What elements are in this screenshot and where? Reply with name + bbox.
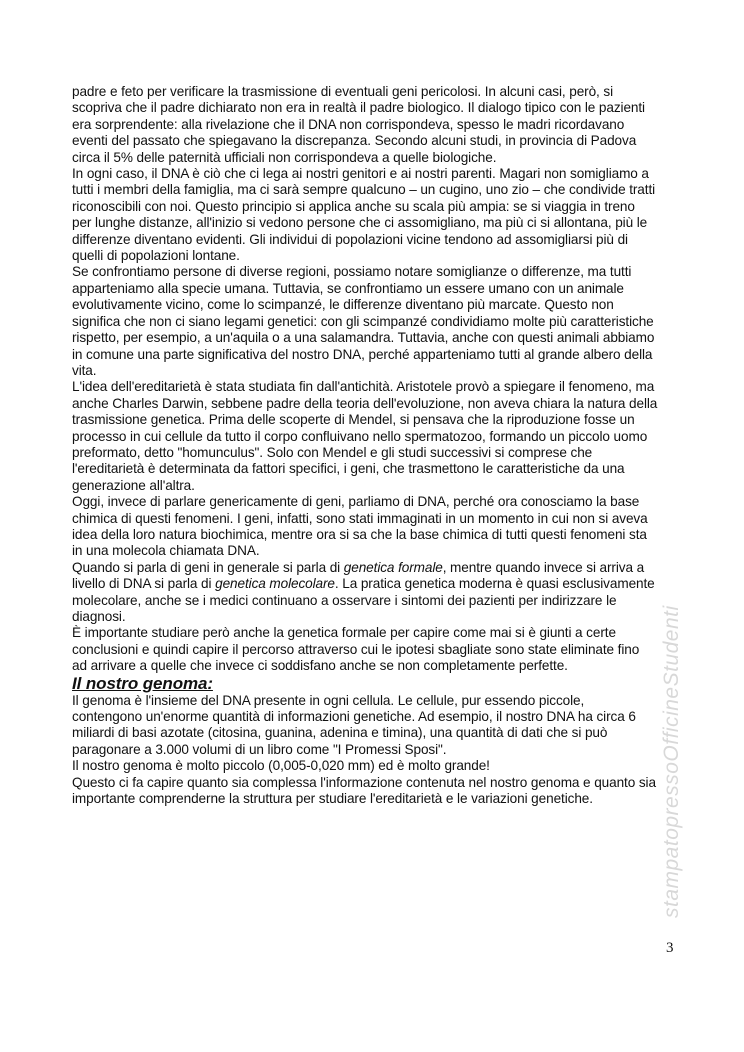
text-line: processo in cui cellule da tutto il corpo confluivano nello spermatozoo, formando un piccolo uomo <box>72 428 648 444</box>
text-line: riconoscibili con noi. Questo principio si applica anche su scala più ampia: se si viaggia in treno <box>72 198 635 214</box>
paragraph <box>72 560 692 626</box>
section-heading: Il nostro genoma: <box>72 673 213 693</box>
text-segment: livello di DNA si parla di <box>72 576 216 592</box>
paragraph <box>72 494 692 560</box>
text-segment: . La pratica genetica moderna è quasi esclusivamente <box>334 576 655 592</box>
document-body <box>72 84 692 807</box>
italic-term: genetica formale <box>343 559 443 575</box>
text-line: evolutivamente vicino, come lo scimpanzé, le differenze diventano più marcate. Questo non <box>72 297 614 313</box>
text-line: circa il 5% delle paternità ufficiali non corrispondeva a quelle biologiche. <box>72 149 497 165</box>
text-line: tutti i membri della famiglia, ma ci sarà sempre qualcuno – un cugino, uno zio – che condivide tratti <box>72 182 656 198</box>
text-line: preformato, detto "homunculus". Solo con Mendel e gli studi successivi si comprese che <box>72 444 593 460</box>
text-line: In ogni caso, il DNA è ciò che ci lega ai nostri genitori e ai nostri parenti. Magari non somigliamo a <box>72 166 649 182</box>
text-line: quelli di popolazioni lontane. <box>72 248 240 264</box>
text-line: Il genoma è l'insieme del DNA presente in ogni cellula. Le cellule, pur essendo piccole, <box>72 692 585 708</box>
text-line: contengono un'enorme quantità di informazioni genetiche. Ad esempio, il nostro DNA ha circa 6 <box>72 709 636 725</box>
text-line: rispetto, per esempio, a un'aquila o a una salamandra. Tuttavia, anche con questi animali abbiamo <box>72 330 655 346</box>
text-line: apparteniamo alla specie umana. Tuttavia, se confrontiamo un essere umano con un animale <box>72 280 624 296</box>
text-line: in una molecola chiamata DNA. <box>72 543 260 559</box>
text-line: l'ereditarietà è determinata da fattori specifici, i geni, che trasmettono le caratteristiche da una <box>72 461 625 477</box>
text-line: era sorprendente: alla rivelazione che il DNA non corrispondeva, spesso le madri ricordavano <box>72 116 625 132</box>
text-line <box>72 576 692 592</box>
text-line: miliardi di basi azotate (citosina, guanina, adenina e timina), una quantità di dati che si può <box>72 725 608 741</box>
paragraph <box>72 264 692 379</box>
text-line <box>72 560 692 576</box>
text-line: chimica di questi fenomeni. I geni, infatti, sono stati immaginati in un momento in cui non si aveva <box>72 510 648 526</box>
watermark: stampatopressoOfficineStudenti <box>660 605 683 918</box>
italic-term: genetica molecolare <box>215 576 335 592</box>
text-line: in comune una parte significativa del nostro DNA, perché apparteniamo tutti al grande albero della <box>72 346 653 362</box>
text-segment: , mentre quando invece si arriva a <box>442 559 645 575</box>
text-segment: Quando si parla di geni in generale si parla di <box>72 559 344 575</box>
text-line: conclusioni e quindi capire il percorso attraverso cui le ipotesi sbagliate sono state eliminate fino <box>72 641 640 657</box>
text-line: padre e feto per verificare la trasmissione di eventuali geni pericolosi. In alcuni casi, però, si <box>72 84 614 99</box>
text-line: molecolare, anche se i medici continuano a osservare i sintomi dei pazienti per indirizzare le <box>72 592 617 608</box>
text-line: Questo ci fa capire quanto sia complessa l'informazione contenuta nel nostro genoma e quanto sia <box>72 774 656 790</box>
text-line: differenze diventano evidenti. Gli individui di popolazioni vicine tendono ad assomigliarsi più di <box>72 231 628 247</box>
text-line: scopriva che il padre dichiarato non era in realtà il padre biologico. Il dialogo tipico con le pazienti <box>72 100 645 116</box>
paragraph <box>72 166 692 264</box>
text-line: importante comprenderne la struttura per studiare l'ereditarietà e le variazioni genetiche. <box>72 791 593 807</box>
text-line: paragonare a 3.000 volumi di un libro come "I Promessi Sposi". <box>72 741 447 757</box>
paragraph <box>72 84 692 166</box>
paragraph <box>72 775 692 808</box>
text-line: Oggi, invece di parlare genericamente di geni, parliamo di DNA, perché ora conosciamo la base <box>72 494 640 510</box>
text-line: idea della loro natura biochimica, mentre ora si sa che la base chimica di tutti questi fenomeni sta <box>72 526 647 542</box>
text-line: generazione all'altra. <box>72 477 195 493</box>
page-number: 3 <box>666 940 674 956</box>
text-line: Il nostro genoma è molto piccolo (0,005-0,020 mm) ed è molto grande! <box>72 758 490 774</box>
paragraph <box>72 625 692 674</box>
text-line: significa che non ci siano legami genetici: con gli scimpanzé condividiamo molte più caratteristiche <box>72 313 654 329</box>
paragraph <box>72 758 692 774</box>
text-line: ad arrivare a quelle che invece ci soddisfano anche se non completamente perfette. <box>72 658 568 674</box>
text-line: vita. <box>72 362 97 378</box>
paragraph <box>72 379 692 494</box>
text-line: Se confrontiamo persone di diverse regioni, possiamo notare somiglianze o differenze, ma tutti <box>72 264 632 280</box>
text-line: eventi del passato che spiegavano la discrepanza. Secondo alcuni studi, in provincia di Padova <box>72 133 637 149</box>
text-line: anche Charles Darwin, sebbene padre della teoria dell'evoluzione, non aveva chiara la natura della <box>72 395 658 411</box>
text-line: diagnosi. <box>72 609 126 624</box>
text-line: È importante studiare però anche la genetica formale per capire come mai si è giunti a certe <box>72 625 616 641</box>
text-line: trasmissione genetica. Prima delle scoperte di Mendel, si pensava che la riproduzione fosse un <box>72 412 635 428</box>
text-line: per lunghe distanze, all'inizio si vedono persone che ci assomigliano, ma più ci si allontana, più le <box>72 215 648 231</box>
text-line: L'idea dell'ereditarietà è stata studiata fin dall'antichità. Aristotele provò a spiegare il fenomeno, ma <box>72 379 655 395</box>
paragraph <box>72 693 692 759</box>
